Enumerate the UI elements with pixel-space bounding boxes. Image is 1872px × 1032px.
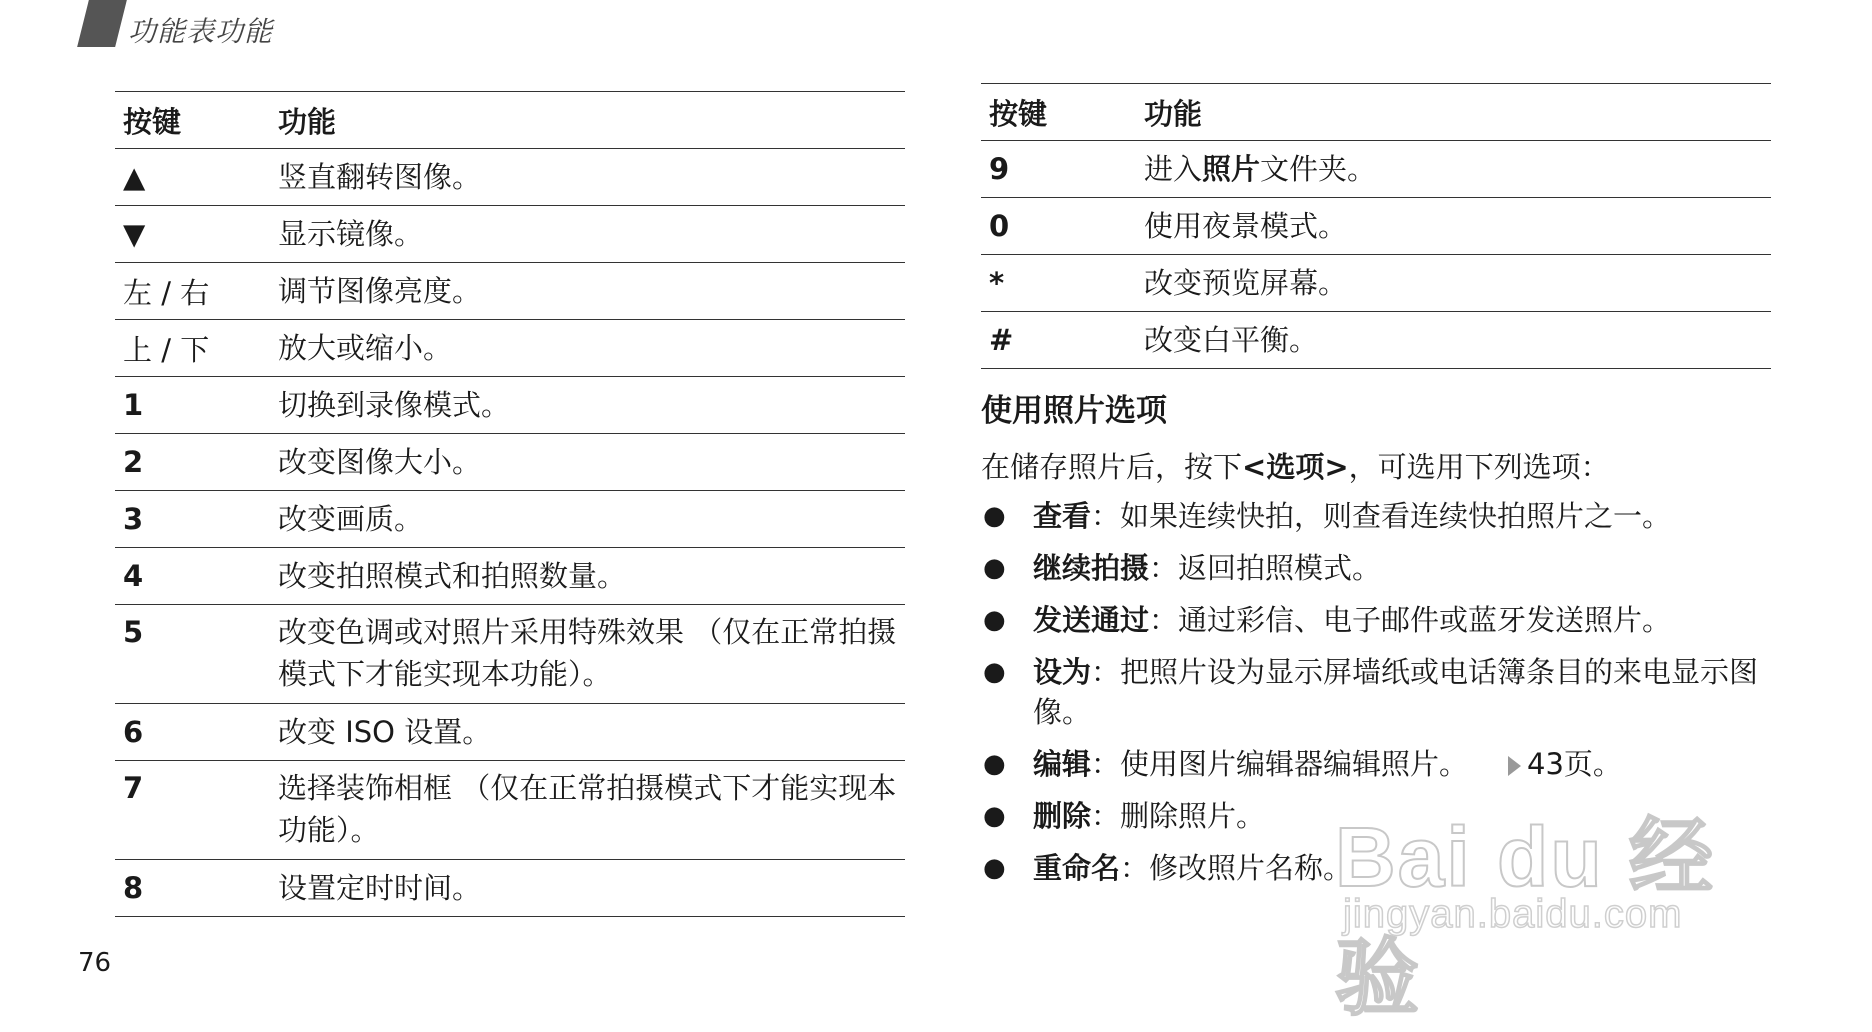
header-tab-marker bbox=[77, 0, 127, 47]
key-cell: 5 bbox=[115, 605, 270, 704]
section-title: 使用照片选项 bbox=[981, 393, 1167, 429]
function-cell: 改变图像大小。 bbox=[270, 434, 905, 491]
option-term: 继续拍摄 bbox=[1033, 551, 1150, 585]
option-desc: ：使用图片编辑器编辑照片。 bbox=[1091, 747, 1469, 781]
option-desc: ：如果连续快拍，则查看连续快拍照片之一。 bbox=[1091, 499, 1672, 533]
key-cell: 9 bbox=[981, 141, 1136, 198]
key-cell: 左 / 右 bbox=[115, 263, 270, 320]
list-item bbox=[981, 796, 1781, 836]
table-row bbox=[115, 605, 905, 704]
key-cell: 1 bbox=[115, 377, 270, 434]
page-number: 76 bbox=[78, 948, 112, 978]
section-intro bbox=[981, 445, 1610, 486]
bullet-icon: ● bbox=[983, 553, 1006, 583]
function-cell: 改变白平衡。 bbox=[1136, 312, 1771, 369]
function-cell: 使用夜景模式。 bbox=[1136, 198, 1771, 255]
function-text: 进入 bbox=[1144, 152, 1203, 186]
table-row bbox=[115, 761, 905, 860]
header-title: 功能表功能 bbox=[128, 15, 274, 48]
option-term: 重命名 bbox=[1033, 851, 1121, 885]
list-item bbox=[981, 496, 1781, 536]
column-header-key: 按键 bbox=[115, 92, 270, 149]
function-cell: 设置定时时间。 bbox=[270, 860, 905, 917]
table-row bbox=[115, 320, 905, 377]
option-term: 设为 bbox=[1033, 655, 1092, 689]
watermark-url: jingyan.baidu.com bbox=[1343, 892, 1683, 936]
page-ref-arrow-icon bbox=[1508, 756, 1521, 776]
function-cell: 显示镜像。 bbox=[270, 206, 905, 263]
table-row bbox=[981, 198, 1771, 255]
function-cell: 调节图像亮度。 bbox=[270, 263, 905, 320]
option-term: 发送通过 bbox=[1033, 603, 1150, 637]
function-cell: 改变预览屏幕。 bbox=[1136, 255, 1771, 312]
table-row bbox=[981, 312, 1771, 369]
list-item bbox=[981, 548, 1781, 588]
key-cell: ▲ bbox=[115, 149, 270, 206]
key-cell: 上 / 下 bbox=[115, 320, 270, 377]
column-header-key: 按键 bbox=[981, 84, 1136, 141]
bullet-icon: ● bbox=[983, 501, 1006, 531]
option-desc: ：返回拍照模式。 bbox=[1149, 551, 1382, 585]
table-row bbox=[115, 206, 905, 263]
table-row bbox=[981, 141, 1771, 198]
bullet-icon: ● bbox=[983, 657, 1006, 687]
function-cell: 改变 ISO 设置。 bbox=[270, 704, 905, 761]
bullet-icon: ● bbox=[983, 749, 1006, 779]
right-key-table bbox=[981, 83, 1771, 369]
function-cell: 选择装饰相框 （仅在正常拍摄模式下才能实现本功能）。 bbox=[270, 761, 905, 860]
function-text: 文件夹。 bbox=[1260, 152, 1377, 186]
column-header-function: 功能 bbox=[1136, 84, 1771, 141]
table-header-row bbox=[981, 84, 1771, 141]
key-cell: 4 bbox=[115, 548, 270, 605]
bullet-icon: ● bbox=[983, 801, 1006, 831]
table-row bbox=[115, 548, 905, 605]
option-desc: ：把照片设为显示屏墙纸或电话簿条目的来电显示图像。 bbox=[1033, 655, 1759, 729]
table-row bbox=[115, 860, 905, 917]
left-key-table bbox=[115, 91, 905, 917]
key-cell: * bbox=[981, 255, 1136, 312]
option-desc: ：删除照片。 bbox=[1091, 799, 1266, 833]
column-header-function: 功能 bbox=[270, 92, 905, 149]
table-row bbox=[115, 491, 905, 548]
options-softkey-label: <选项> bbox=[1242, 450, 1349, 484]
option-desc: ：修改照片名称。 bbox=[1120, 851, 1353, 885]
table-row bbox=[115, 377, 905, 434]
function-cell: 竖直翻转图像。 bbox=[270, 149, 905, 206]
function-cell: 改变色调或对照片采用特殊效果 （仅在正常拍摄模式下才能实现本功能）。 bbox=[270, 605, 905, 704]
option-term: 查看 bbox=[1033, 499, 1092, 533]
option-desc: ：通过彩信、电子邮件或蓝牙发送照片。 bbox=[1149, 603, 1672, 637]
table-row bbox=[981, 255, 1771, 312]
table-row bbox=[115, 704, 905, 761]
function-cell: 改变画质。 bbox=[270, 491, 905, 548]
list-item bbox=[981, 600, 1781, 640]
table-row bbox=[115, 263, 905, 320]
watermark-logo: Bai du 经验 bbox=[1335, 810, 1716, 1025]
key-cell: 2 bbox=[115, 434, 270, 491]
key-cell: 3 bbox=[115, 491, 270, 548]
key-cell: 7 bbox=[115, 761, 270, 860]
options-list bbox=[981, 496, 1781, 900]
key-cell: 0 bbox=[981, 198, 1136, 255]
list-item bbox=[981, 652, 1781, 732]
function-cell: 改变拍照模式和拍照数量。 bbox=[270, 548, 905, 605]
intro-text: ，可选用下列选项： bbox=[1348, 450, 1610, 484]
bullet-icon: ● bbox=[983, 853, 1006, 883]
key-cell: ▼ bbox=[115, 206, 270, 263]
list-item bbox=[981, 744, 1781, 784]
key-cell: # bbox=[981, 312, 1136, 369]
list-item bbox=[981, 848, 1781, 888]
option-term: 编辑 bbox=[1033, 747, 1092, 781]
table-row bbox=[115, 434, 905, 491]
intro-text: 在储存照片后，按下 bbox=[981, 450, 1243, 484]
photos-folder-label: 照片 bbox=[1202, 152, 1261, 186]
page-reference: 43页。 bbox=[1527, 747, 1622, 781]
function-cell bbox=[1136, 141, 1771, 198]
option-term: 删除 bbox=[1033, 799, 1092, 833]
key-cell: 6 bbox=[115, 704, 270, 761]
function-cell: 切换到录像模式。 bbox=[270, 377, 905, 434]
table-header-row bbox=[115, 92, 905, 149]
bullet-icon: ● bbox=[983, 605, 1006, 635]
key-cell: 8 bbox=[115, 860, 270, 917]
function-cell: 放大或缩小。 bbox=[270, 320, 905, 377]
table-row bbox=[115, 149, 905, 206]
